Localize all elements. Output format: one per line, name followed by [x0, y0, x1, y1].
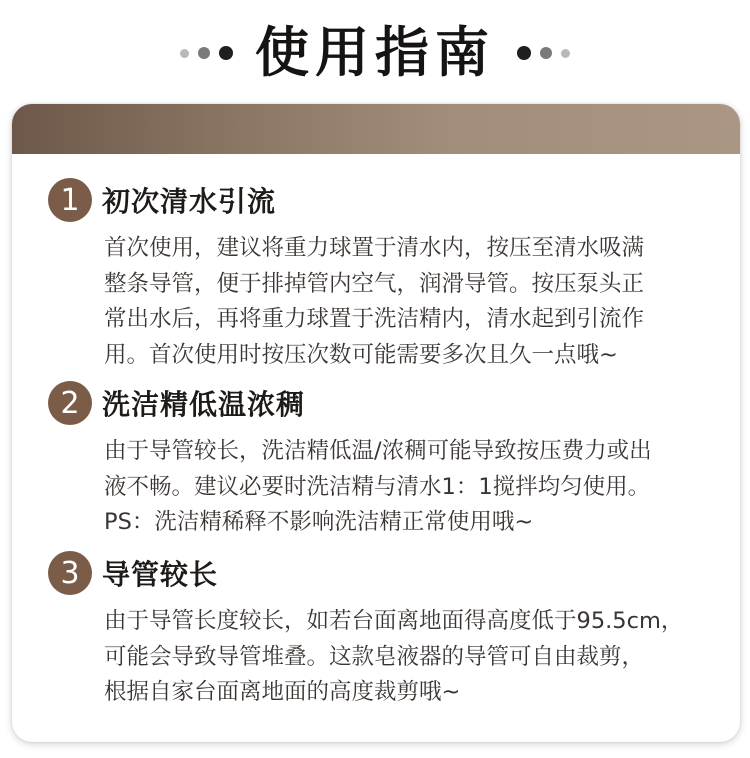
- section-text-line: 液不畅。建议必要时洗洁精与清水1：1搅拌均匀使用。: [104, 473, 651, 500]
- section-text-line: 整条导管，便于排掉管内空气，润滑导管。按压泵头正: [104, 270, 645, 297]
- section-text-line: 由于导管较长，洗洁精低温/浓稠可能导致按压费力或出: [104, 438, 652, 464]
- section-title: 初次清水引流: [102, 185, 277, 218]
- section-title: 洗洁精低温浓稠: [102, 388, 306, 421]
- section-title: 导管较长: [102, 558, 219, 591]
- dot-icon: [517, 46, 531, 60]
- section-header: [48, 380, 718, 426]
- dot-icon: [219, 46, 233, 60]
- page-title: 使用指南: [255, 21, 495, 84]
- section-text-line: 常出水后，再将重力球置于洗洁精内，清水起到引流作: [104, 306, 645, 332]
- section-header: [48, 177, 718, 223]
- card-header-band: [12, 104, 740, 154]
- left-dots-decoration: [180, 46, 233, 60]
- section-header: [48, 550, 718, 596]
- guide-section-1: [48, 177, 718, 373]
- section-text-line: 根据自家台面离地面的高度裁剪哦~: [104, 679, 461, 705]
- section-body: [48, 434, 718, 541]
- section-body: [48, 604, 718, 711]
- dot-icon: [180, 49, 189, 58]
- guide-section-3: [48, 550, 718, 711]
- section-number-badge: 1: [48, 178, 92, 222]
- section-text-line: 首次使用，建议将重力球置于清水内，按压至清水吸满: [104, 235, 645, 261]
- section-text-line: 由于导管长度较长，如若台面离地面得高度低于95.5cm，: [104, 608, 684, 634]
- title-row: [0, 14, 750, 92]
- section-text-line: 可能会导致导管堆叠。这款皂液器的导管可自由裁剪，: [104, 643, 645, 670]
- guide-section-2: [48, 380, 718, 541]
- guide-card: [12, 104, 740, 742]
- dot-icon: [540, 47, 552, 59]
- dot-icon: [561, 49, 570, 58]
- section-number-badge: 3: [48, 551, 92, 595]
- dot-icon: [198, 47, 210, 59]
- section-body: [48, 231, 718, 373]
- section-text-line: PS：洗洁精稀释不影响洗洁精正常使用哦~: [104, 509, 534, 535]
- section-number-badge: 2: [48, 381, 92, 425]
- section-text-line: 用。首次使用时按压次数可能需要多次且久一点哦~: [104, 341, 618, 368]
- right-dots-decoration: [517, 46, 570, 60]
